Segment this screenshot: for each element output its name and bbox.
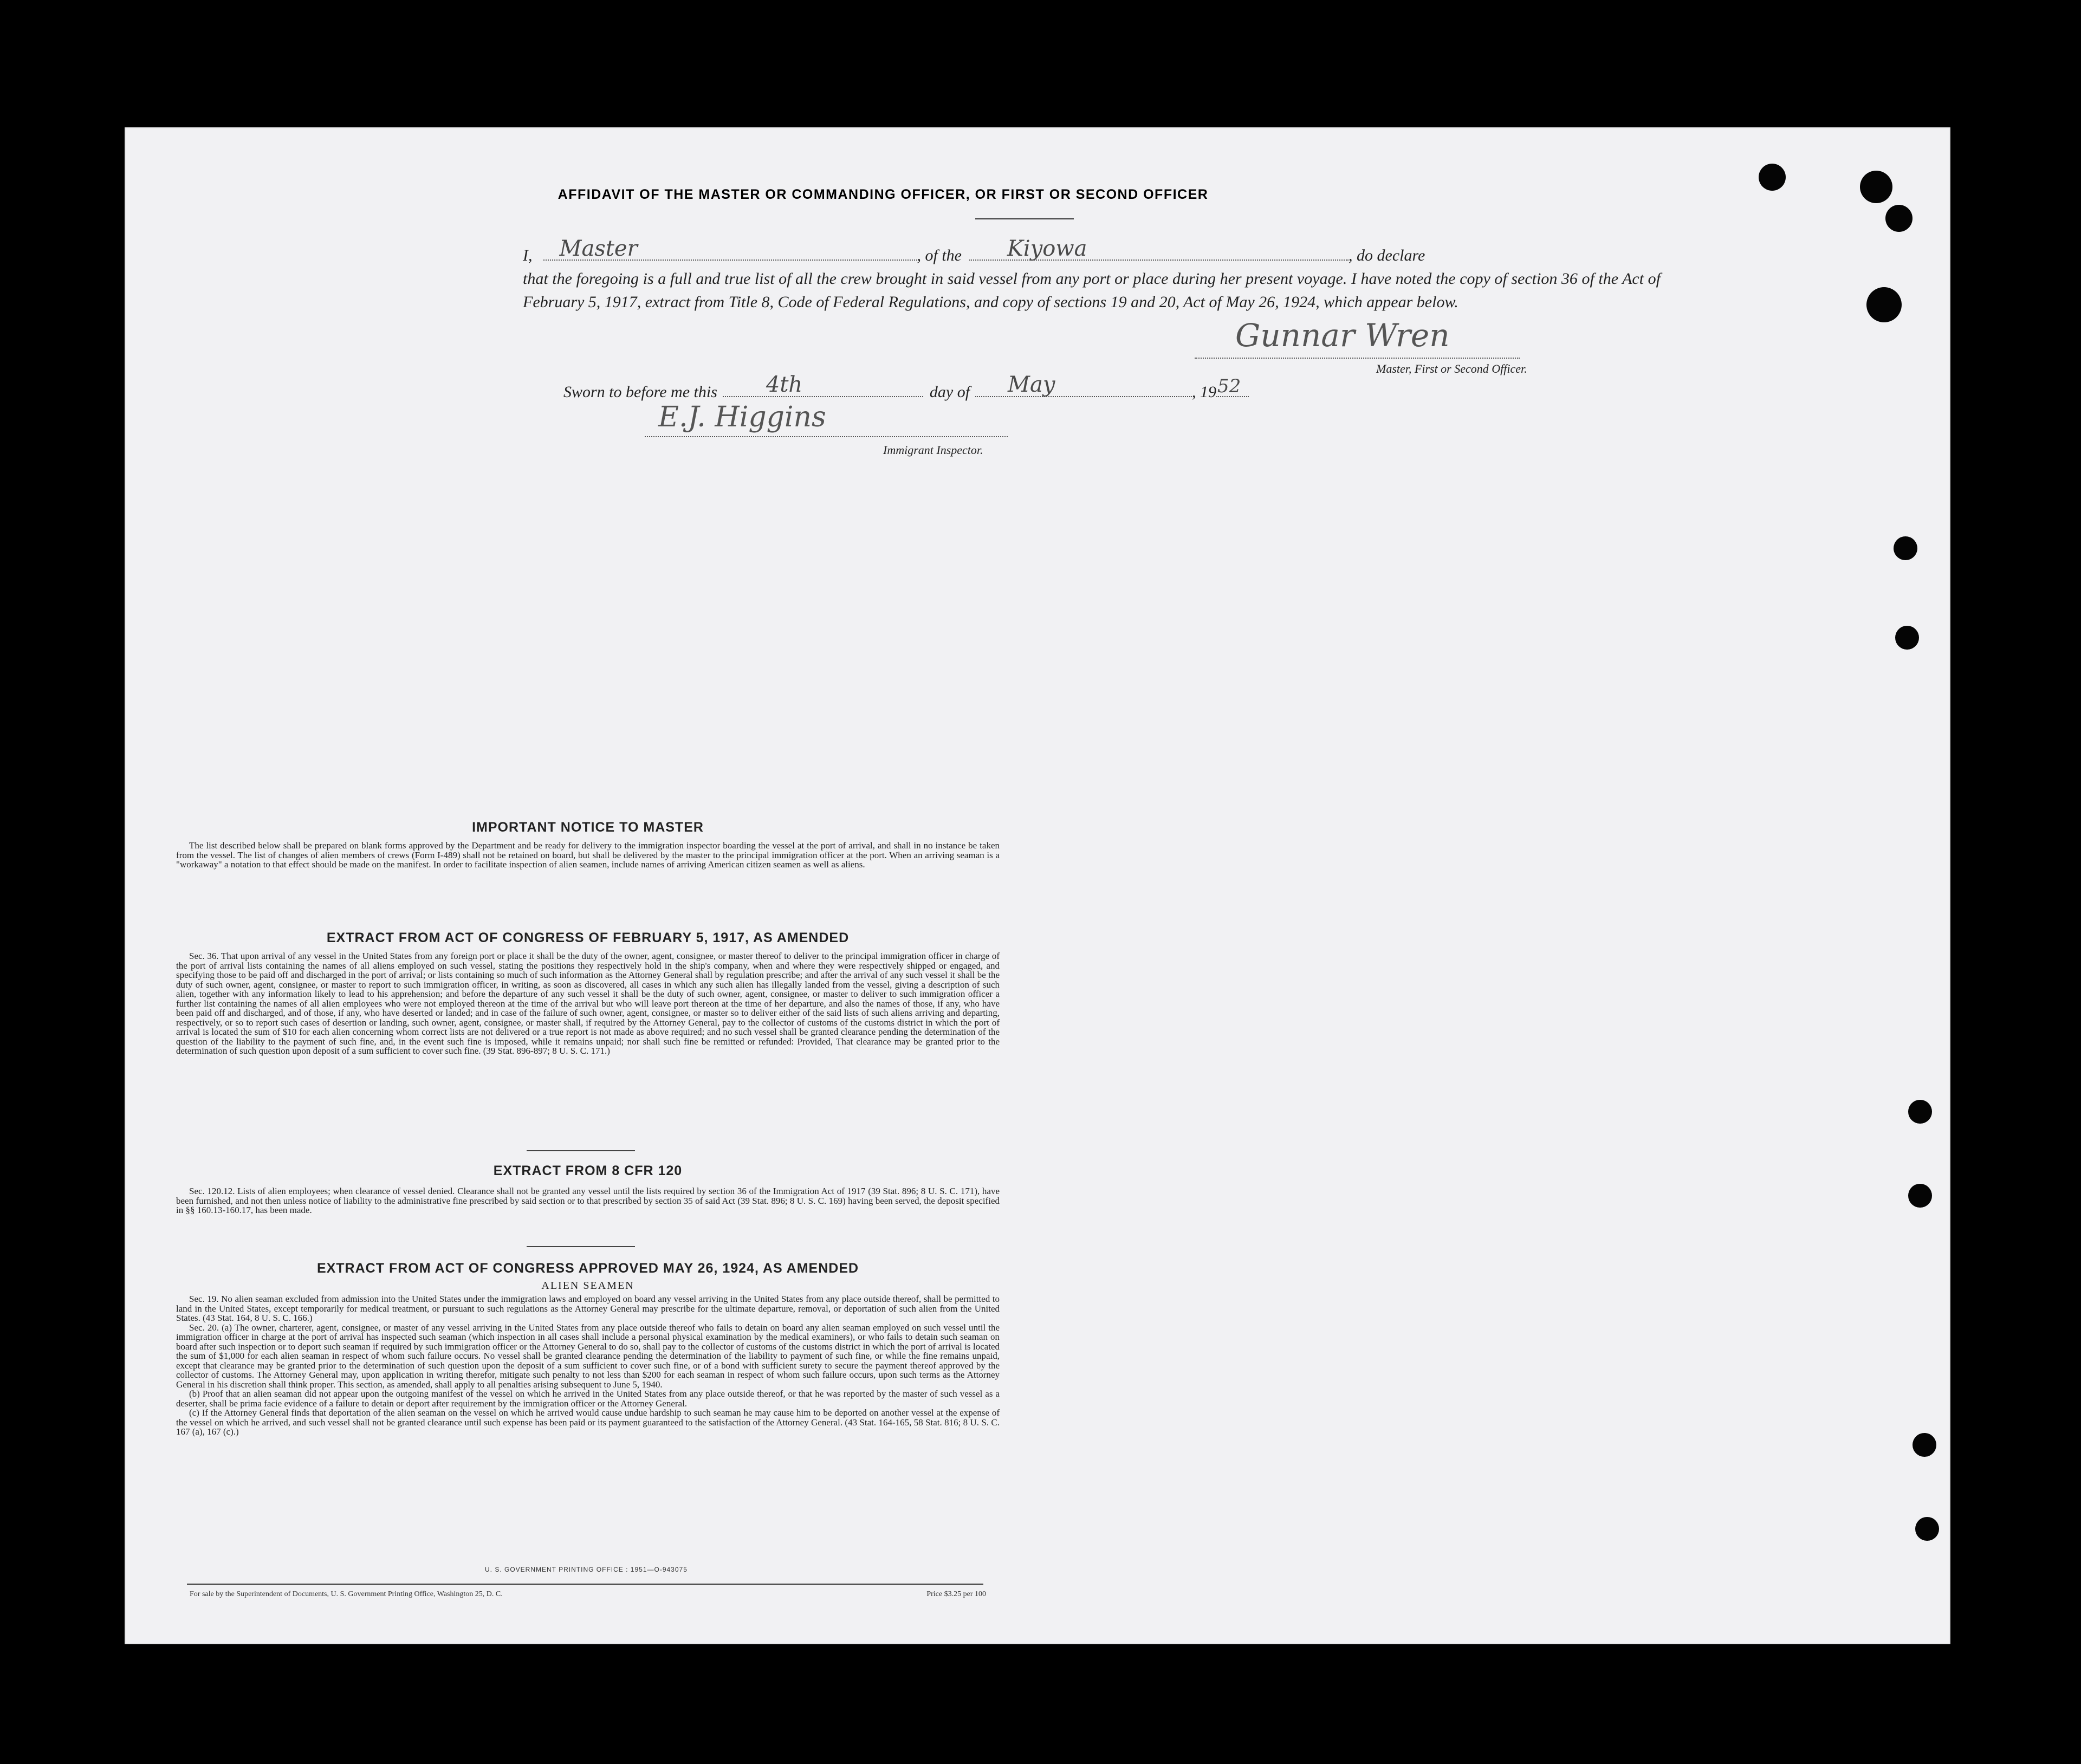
extract-1917 xyxy=(176,930,1000,1056)
master-name-handwriting: Master xyxy=(559,236,638,261)
punch-hole-icon xyxy=(1915,1517,1939,1541)
vessel-name-field[interactable] xyxy=(969,236,1349,261)
alien-seamen-subtitle: ALIEN SEAMEN xyxy=(541,1280,634,1292)
extract-1917-body: Sec. 36. That upon arrival of any vessel in the United States from any foreign port or place it shall be the duty of the owner, agent, consignee, or master thereof to deliver to the principal immigration officer in charge of the port of arrival lists containing the names of all aliens employed on such vessel, stating the positions they respectively hold in the ship's company, when and where they were respectively shipped or engaged, and specifying those to be paid off and discharged in the port of arrival; or lists containing so much of such information as the Attorney General shall by regulation prescribe; and after the arrival of any such vessel it shall be the duty of such owner, agent, consignee, or master to report to such immigration officer, in writing, as soon as discovered, all cases in which any such alien has illegally landed from the vessel, giving a description of such alien, together with any information likely to lead to his apprehension; and before the departure of any such vessel it shall be the duty of such owner, agent, consignee, or master to deliver to such immigration officer a further list containing the names of all alien employees who were not employed thereon at the time of the arrival but who will leave port thereon at the time of her departure, and also the names of those, if any, who have been paid off and discharged, and of those, if any, who have deserted or landed; and in case of the failure of such owner, agent, consignee, or master so to deliver either of the said lists of such aliens arriving and departing, respectively, or so to report such cases of desertion or landing, such owner, agent, consignee, or master shall, if required by the Attorney General, pay to the collector of customs of the customs district in which the port of arrival is located the sum of $10 for each alien concerning whom correct lists are not delivered or a true report is not made as above required; and no such vessel shall be granted clearance pending the determination of the question of the liability to the payment of such fine, and, in the event such fine is imposed, while it remains unpaid; nor shall such fine be remitted or refunded: Provided, That clearance may be granted prior to the determination of such question upon deposit of a sum sufficient to cover such fine. (39 Stat. 896-897; 8 U. S. C. 171.) xyxy=(176,951,1000,1056)
punch-hole-icon xyxy=(1908,1100,1932,1124)
sec20c-body: (c) If the Attorney General finds that deportation of the alien seaman on the vessel on which he arrived would cause undue hardship to such seaman he may cause him to be deported on another vessel at the expense of the vessel on which he arrived, and such vessel shall not be granted clearance until such expense has been paid or its payment guaranteed to the satisfaction of the Attorney General. (43 Stat. 164-165, 58 Stat. 816; 8 U. S. C. 167 (a), 167 (c).) xyxy=(176,1408,1000,1437)
punch-hole-icon xyxy=(1913,1433,1936,1457)
do-declare-label: , do declare xyxy=(1349,247,1425,264)
punch-hole-icon xyxy=(1894,536,1917,560)
sworn-year-handwriting: 52 xyxy=(1217,375,1241,397)
punch-hole-icon xyxy=(1885,205,1913,232)
footer xyxy=(190,1590,986,1599)
master-name-field[interactable] xyxy=(543,236,917,261)
extract-1924-title: EXTRACT FROM ACT OF CONGRESS APPROVED MAY 26, 1924, AS AMENDED xyxy=(316,1261,859,1276)
of-the-label: , of the xyxy=(917,247,962,264)
gpo-imprint: U. S. GOVERNMENT PRINTING OFFICE : 1951—O-943075 xyxy=(485,1566,688,1573)
signature-line xyxy=(1195,358,1520,359)
sworn-day-field[interactable] xyxy=(723,372,923,397)
notice-body: The list described below shall be prepared on blank forms approved by the Department and be ready for delivery to the immigration inspector boarding the vessel at the port of arrival, and shall in no instance be taken from the vessel. The list of changes of alien members of crews (Form I-489) shall not be retained on board, but shall be delivered by the master to the principal immigration officer at the port. When an arriving seaman is a "workaway" a notation to that effect should be made on the manifest. In order to facilitate inspection of alien seamen, include names of arriving American citizen seamen as well as aliens. xyxy=(176,840,1000,870)
extract-1924 xyxy=(176,1261,1000,1437)
extract-cfr-body: Sec. 120.12. Lists of alien employees; when clearance of vessel denied. Clearance shall not be granted any vessel until the lists required by section 36 of the Immigration Act of 1917 (39 Stat. 896; 8 U. S. C. 171), have been furnished, and not then unless notice of liability to the administrative fine prescribed by said section or to that prescribed by section 35 of said Act (39 Stat. 896; 8 U. S. C. 169) having been served, the deposit specified in §§ 160.13-160.17, has been made. xyxy=(176,1186,1000,1215)
sec20a-body: Sec. 20. (a) The owner, charterer, agent, consignee, or master of any vessel arriving in the United States from any place outside thereof who fails to detain on board any alien seaman employed on such vessel until the immigration officer in charge at the port of arrival has inspected such seaman (which inspection in all cases shall include a personal physical examination by the medical examiners), or who fails to detain such seaman on board after such inspection or to deport such seaman if required by such immigration officer or the Attorney General to do so, shall pay to the collector of customs of the customs district in which the port of arrival is located the sum of $1,000 for each alien seaman in respect of whom such failure occurs. No vessel shall be granted clearance pending the determination of the liability to payment of such fine, or while the fine remains unpaid, except that clearance may be granted prior to the determination of such question upon the deposit of a sum sufficient to cover such fine, or of a bond with sufficient surety to secure the payment thereof approved by the collector of customs. The Attorney General may, upon application in writing therefor, mitigate such penalty to not less than $200 for each seaman in respect of whom such failure occurs, upon such terms as the Attorney General in his discretion shall think proper. This section, as amended, shall apply to all penalties arising subsequent to June 5, 1940. xyxy=(176,1322,1000,1390)
year-prefix: , 19 xyxy=(1192,383,1217,401)
sec20b-body: (b) Proof that an alien seaman did not appear upon the outgoing manifest of the vessel on which he arrived in the United States from any place outside thereof, or that he was reported by the master of such vessel as a deserter, shall be prima facie evidence of a failure to detain or deport after requirement by the immigration officer or the Attorney General. xyxy=(176,1389,1000,1409)
punch-hole-icon xyxy=(1908,1184,1932,1208)
extract-1917-title: EXTRACT FROM ACT OF CONGRESS OF FEBRUARY 5, 1917, AS AMENDED xyxy=(326,930,850,945)
inspector-caption: Immigrant Inspector. xyxy=(883,443,983,457)
punch-hole-icon xyxy=(1860,171,1892,203)
affidavit-sheet xyxy=(125,127,1950,1644)
declaration-body: that the foregoing is a full and true list of all the crew brought in said vessel from any port or place during her present voyage. I have noted the copy of section 36 of the Act of February 5, 1917, extract from Title 8, Code of Federal Regulations, and copy of sections 19 and 20, Act of May 26, 1924, which appear below. xyxy=(523,270,1661,311)
punch-hole-icon xyxy=(1759,164,1786,191)
price-note: Price $3.25 per 100 xyxy=(926,1590,986,1598)
notice-title: IMPORTANT NOTICE TO MASTER xyxy=(472,820,704,835)
sec19-body: Sec. 19. No alien seaman excluded from admission into the United States under the immigration laws and employed on board any vessel arriving in the United States from any place outside thereof, shall be permitted to land in the United States, except temporarily for medical treatment, or pursuant to such regulations as the Attorney General may prescribe for the ultimate departure, removal, or deportation of such alien from the United States. (43 Stat. 164, 8 U. S. C. 166.) xyxy=(176,1294,1000,1323)
page-title: AFFIDAVIT OF THE MASTER OR COMMANDING OFFICER, OR FIRST OR SECOND OFFICER xyxy=(557,187,1209,202)
important-notice xyxy=(176,820,1000,870)
punch-hole-icon xyxy=(1895,626,1919,650)
section-divider xyxy=(527,1150,635,1151)
sale-note: For sale by the Superintendent of Documents, U. S. Government Printing Office, Washington 25, D. C. xyxy=(190,1590,503,1598)
sworn-month-handwriting: May xyxy=(1008,372,1055,397)
master-signature: Gunnar Wren xyxy=(1235,317,1450,354)
extract-cfr-title: EXTRACT FROM 8 CFR 120 xyxy=(493,1163,683,1178)
declaration xyxy=(523,236,1661,314)
vessel-name-handwriting: Kiyowa xyxy=(1007,236,1087,261)
inspector-signature: E.J. Higgins xyxy=(658,401,826,433)
declaration-lead: I, xyxy=(523,247,533,264)
sworn-year-field[interactable] xyxy=(1216,375,1249,397)
section-divider xyxy=(527,1246,635,1247)
title-divider xyxy=(975,218,1074,219)
punch-hole-icon xyxy=(1866,287,1902,322)
inspector-line xyxy=(645,436,1008,437)
footer-rule xyxy=(187,1584,983,1585)
sworn-month-field[interactable] xyxy=(975,372,1192,397)
sworn-line xyxy=(563,372,1249,401)
extract-cfr xyxy=(176,1163,1000,1215)
signature-caption: Master, First or Second Officer. xyxy=(1376,362,1527,375)
day-of-label: day of xyxy=(929,383,970,401)
sworn-label: Sworn to before me this xyxy=(563,383,717,401)
sworn-day-handwriting: 4th xyxy=(766,372,803,397)
